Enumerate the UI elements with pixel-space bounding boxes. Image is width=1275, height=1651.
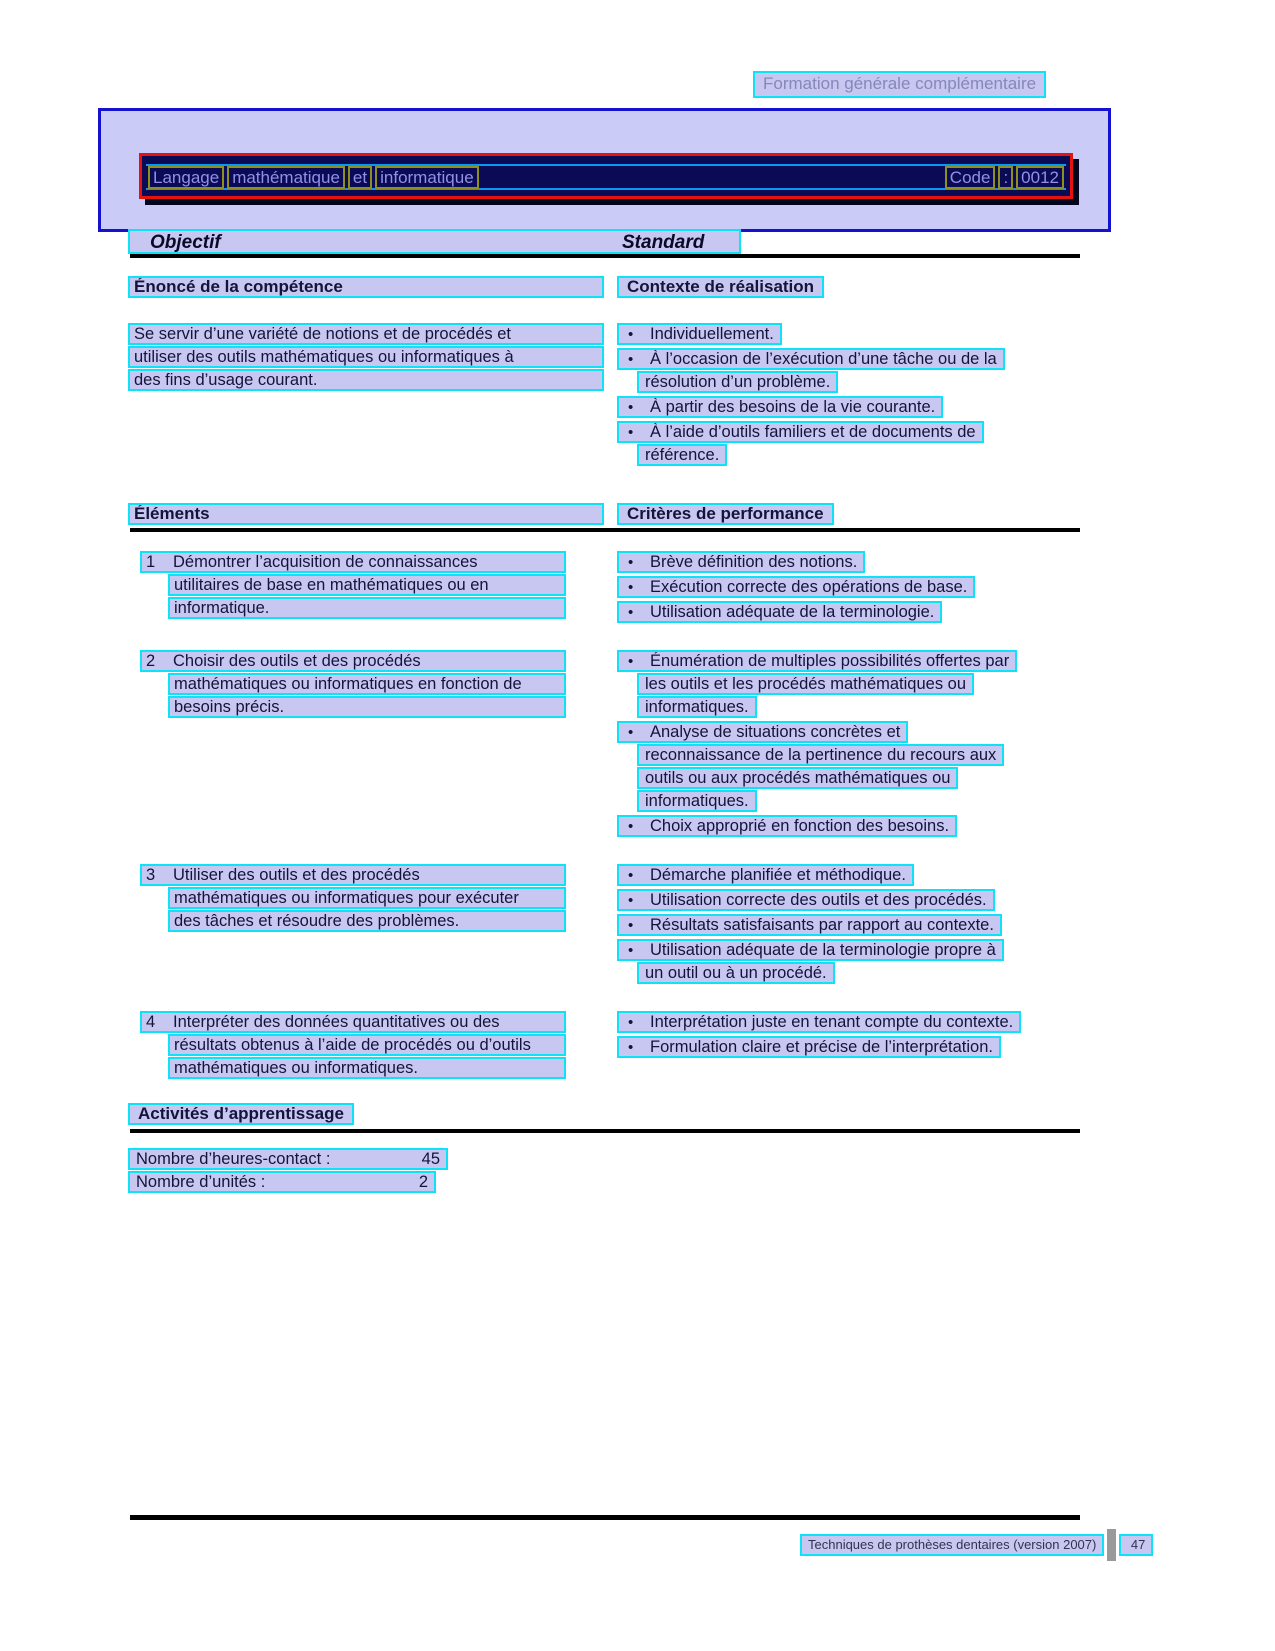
activities-section (128, 1103, 354, 1125)
element-line: mathématiques ou informatiques. (168, 1057, 566, 1079)
criteria-item (617, 939, 1080, 984)
competence-lines (128, 323, 617, 391)
element-line: des tâches et résoudre des problèmes. (168, 910, 566, 932)
units-row (128, 1171, 436, 1193)
criteria-continuation-line: outils ou aux procédés mathématiques ou (637, 767, 958, 789)
criteria-item (617, 815, 1080, 837)
criteria-bullet-line: • À l’occasion de l’exécution d’une tâche ou de la (617, 348, 1005, 370)
element-right-column (617, 864, 1080, 987)
section-divider (130, 528, 1080, 532)
units-value: 2 (418, 1173, 428, 1191)
competence-line: Se servir d’une variété de notions et de procédés et (128, 323, 604, 345)
criteria-item (617, 348, 1080, 393)
element-line: résultats obtenus à l’aide de procédés ou d’outils (168, 1034, 566, 1056)
criteria-bullet-line: • Analyse de situations concrètes et (617, 721, 908, 743)
element-line: mathématiques ou informatiques en fonction de (168, 673, 566, 695)
element-row (128, 864, 1080, 987)
title-word: et (348, 166, 372, 189)
criteria-item (617, 914, 1080, 936)
element-right-column (617, 650, 1080, 840)
criteria-item (617, 551, 1080, 573)
bullet-icon: • (628, 1039, 634, 1056)
criteria-item (617, 396, 1080, 418)
criteria-bullet-line: • Formulation claire et précise de l’interprétation. (617, 1036, 1001, 1058)
title-word: : (998, 166, 1013, 189)
bullet-icon: • (628, 818, 634, 835)
element-right-column (617, 551, 1080, 626)
title-words-right (945, 166, 1064, 189)
criteria-item (617, 1011, 1080, 1033)
criteria-bullet-line: • Individuellement. (617, 323, 782, 345)
criteria-item (617, 889, 1080, 911)
criteria-bullet-line: • Démarche planifiée et méthodique. (617, 864, 914, 886)
element-number: 2 (146, 652, 156, 670)
competence-line: utiliser des outils mathématiques ou informatiques à (128, 346, 604, 368)
bullet-icon: • (628, 917, 634, 934)
bullet-icon: • (628, 724, 634, 741)
criteria-bullet-line: • À l’aide d’outils familiers et de documents de (617, 421, 984, 443)
competence-section (128, 276, 1080, 469)
bullet-icon: • (628, 653, 634, 670)
footer-title: Techniques de prothèses dentaires (version 2007) (800, 1534, 1104, 1556)
element-left-column (128, 1011, 617, 1080)
criteria-bullet-line: • Brève définition des notions. (617, 551, 865, 573)
section-divider (130, 1129, 1080, 1133)
criteria-item (617, 421, 1080, 466)
element-row (128, 1011, 1080, 1080)
bullet-icon: • (628, 1014, 634, 1031)
footer-separator (1107, 1529, 1116, 1561)
element-line: mathématiques ou informatiques pour exécuter (168, 887, 566, 909)
course-numbers (128, 1148, 448, 1194)
elements-section (128, 503, 1080, 525)
title-words-left (148, 166, 479, 189)
competence-left-column (128, 276, 617, 469)
activities-heading: Activités d’apprentissage (128, 1103, 354, 1125)
title-word: informatique (375, 166, 479, 189)
criteria-item (617, 576, 1080, 598)
criteria-bullet-line: • À partir des besoins de la vie courante. (617, 396, 943, 418)
elements-heading: Éléments (128, 503, 604, 525)
element-line: 3 Utiliser des outils et des procédés (140, 864, 566, 886)
criteria-bullet-line: • Utilisation correcte des outils et des procédés. (617, 889, 995, 911)
bullet-icon: • (628, 554, 634, 571)
title-word: Code (945, 166, 996, 189)
criteria-item (617, 721, 1080, 812)
criteria-item (617, 1036, 1080, 1058)
criteria-bullet-line: • Utilisation adéquate de la terminologie propre à (617, 939, 1004, 961)
criteria-item (617, 650, 1080, 718)
element-right-column (617, 1011, 1080, 1080)
enonce-heading: Énoncé de la compétence (128, 276, 604, 298)
element-line: utilitaires de base en mathématiques ou en (168, 574, 566, 596)
element-row (128, 650, 1080, 840)
element-line: besoins précis. (168, 696, 566, 718)
bullet-icon: • (628, 604, 634, 621)
hours-label: Nombre d’heures-contact : (136, 1150, 331, 1168)
criteria-bullet-line: • Résultats satisfaisants par rapport au contexte. (617, 914, 1002, 936)
criteria-bullet-line: • Utilisation adéquate de la terminologie. (617, 601, 942, 623)
criteria-bullet-line: • Exécution correcte des opérations de base. (617, 576, 975, 598)
footer-divider (130, 1515, 1080, 1520)
objectif-title: Objectif (150, 232, 221, 253)
criteria-bullet-line: • Interprétation juste en tenant compte du contexte. (617, 1011, 1021, 1033)
title-word: Langage (148, 166, 224, 189)
element-left-column (128, 551, 617, 626)
bullet-icon: • (628, 867, 634, 884)
element-line: 2 Choisir des outils et des procédés (140, 650, 566, 672)
criteria-item (617, 323, 1080, 345)
element-line: informatique. (168, 597, 566, 619)
competence-line: des fins d’usage courant. (128, 369, 604, 391)
criteria-continuation-line: résolution d’un problème. (637, 371, 838, 393)
bullet-icon: • (628, 351, 634, 368)
criteria-continuation-line: informatiques. (637, 696, 757, 718)
element-number: 3 (146, 866, 156, 884)
criteria-item (617, 601, 1080, 623)
bullet-icon: • (628, 942, 634, 959)
element-left-column (128, 864, 617, 987)
course-title-box (98, 108, 1111, 232)
bullet-icon: • (628, 892, 634, 909)
hours-value: 45 (421, 1150, 440, 1168)
standard-title: Standard (622, 232, 705, 253)
bullet-icon: • (628, 579, 634, 596)
criteria-item (617, 864, 1080, 886)
title-word: 0012 (1016, 166, 1064, 189)
units-label: Nombre d’unités : (136, 1173, 266, 1191)
course-title-bar (139, 153, 1073, 199)
criteria-bullet-line: • Choix approprié en fonction des besoins. (617, 815, 957, 837)
criteria-continuation-line: un outil ou à un procédé. (637, 962, 835, 984)
criteria-continuation-line: informatiques. (637, 790, 757, 812)
title-word: mathématique (227, 166, 345, 189)
element-number: 4 (146, 1013, 156, 1031)
footer-page-number: 47 (1119, 1534, 1153, 1556)
bullet-icon: • (628, 399, 634, 416)
title-word-row (146, 164, 1066, 190)
column-headers-row (128, 229, 741, 254)
criteria-continuation-line: référence. (637, 444, 727, 466)
elements-rows (128, 551, 1080, 1104)
contexte-items (617, 323, 1080, 466)
element-left-column (128, 650, 617, 840)
criteria-continuation-line: reconnaissance de la pertinence du recours aux (637, 744, 1004, 766)
section-divider (130, 254, 1080, 258)
footer (800, 1529, 1153, 1561)
element-row (128, 551, 1080, 626)
element-line: 1 Démontrer l’acquisition de connaissances (140, 551, 566, 573)
bullet-icon: • (628, 424, 634, 441)
criteres-heading: Critères de performance (617, 503, 834, 525)
element-number: 1 (146, 553, 156, 571)
contexte-heading: Contexte de réalisation (617, 276, 824, 298)
criteria-continuation-line: les outils et les procédés mathématiques ou (637, 673, 974, 695)
element-line: 4 Interpréter des données quantitatives ou des (140, 1011, 566, 1033)
header-category: Formation générale complémentaire (753, 71, 1046, 98)
criteria-bullet-line: • Énumération de multiples possibilités offertes par (617, 650, 1017, 672)
bullet-icon: • (628, 326, 634, 343)
hours-contact-row (128, 1148, 448, 1170)
competence-right-column (617, 276, 1080, 469)
